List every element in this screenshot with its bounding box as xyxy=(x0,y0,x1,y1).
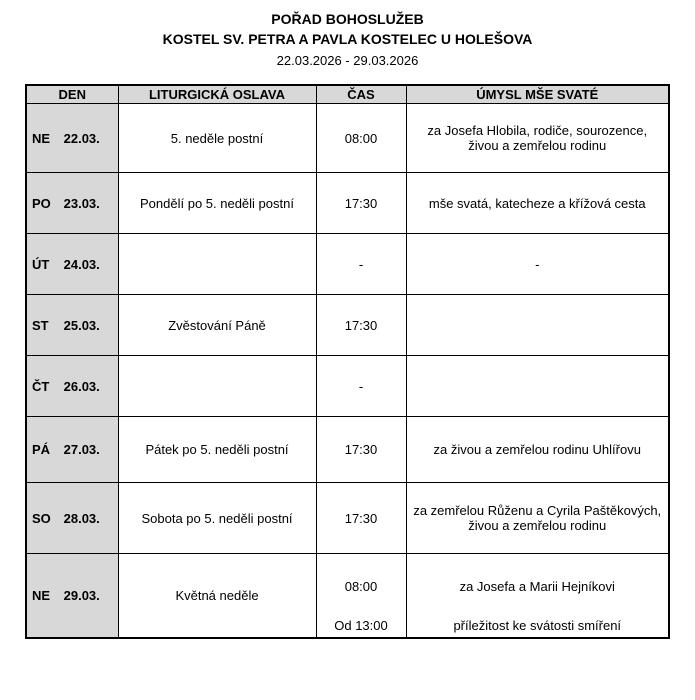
day-cell xyxy=(26,173,118,234)
celebration-cell: 5. neděle postní xyxy=(118,104,316,173)
day-date: 23.03. xyxy=(63,195,100,211)
time-cell: 17:30 xyxy=(316,483,406,554)
celebration-cell: Pondělí po 5. neděli postní xyxy=(118,173,316,234)
day-date: 24.03. xyxy=(63,256,100,272)
time-cell: 08:00 xyxy=(316,104,406,173)
intention-cell: za živou a zemřelou rodinu Uhlířovu xyxy=(406,417,669,483)
table-row xyxy=(26,104,669,173)
day-cell xyxy=(26,417,118,483)
church-name: KOSTEL SV. PETRA A PAVLA KOSTELEC U HOLEŠOVA xyxy=(162,31,533,47)
celebration-cell: Květná neděle xyxy=(118,554,316,639)
column-header-cas: ČAS xyxy=(316,85,406,104)
day-abbr: ČT xyxy=(32,378,50,394)
celebration-cell: Sobota po 5. neděli postní xyxy=(118,483,316,554)
day-date: 22.03. xyxy=(63,130,100,146)
day-date: 29.03. xyxy=(63,588,100,603)
table-row xyxy=(26,554,669,639)
intention-cell-stack xyxy=(407,554,669,637)
table-row xyxy=(26,295,669,356)
day-abbr: SO xyxy=(32,510,51,526)
table-row xyxy=(26,234,669,295)
table-row xyxy=(26,356,669,417)
intention-secondary: příležitost ke svátosti smíření xyxy=(453,618,622,633)
intention-cell: mše svatá, katecheze a křížová cesta xyxy=(406,173,669,234)
day-abbr: PO xyxy=(32,195,51,211)
column-header-den: DEN xyxy=(26,85,118,104)
page-title: POŘAD BOHOSLUŽEB xyxy=(271,11,424,27)
day-cell xyxy=(26,234,118,295)
intention-cell: za zemřelou Růženu a Cyrila Paštěkových, živou a zemřelou rodinu xyxy=(406,483,669,554)
time-primary: 08:00 xyxy=(344,578,378,594)
day-date: 28.03. xyxy=(63,510,100,526)
column-header-liturgicka-oslava: LITURGICKÁ OSLAVA xyxy=(118,85,316,104)
day-cell xyxy=(26,483,118,554)
time-cell xyxy=(316,554,406,639)
column-header-umysl-mse-svate: ÚMYSL MŠE SVATÉ xyxy=(406,85,669,104)
table-row xyxy=(26,173,669,234)
schedule-table xyxy=(25,84,670,639)
day-cell xyxy=(26,295,118,356)
time-cell: 17:30 xyxy=(316,417,406,483)
time-secondary: Od 13:00 xyxy=(334,618,388,633)
day-date: 25.03. xyxy=(63,317,100,333)
day-date: 27.03. xyxy=(63,442,100,457)
day-cell xyxy=(26,554,118,639)
day-abbr: ÚT xyxy=(32,256,50,272)
time-cell: 17:30 xyxy=(316,173,406,234)
time-cell: - xyxy=(316,234,406,295)
time-cell: 17:30 xyxy=(316,295,406,356)
time-cell: - xyxy=(316,356,406,417)
day-abbr: PÁ xyxy=(32,442,51,457)
document-header xyxy=(0,0,695,68)
day-date: 26.03. xyxy=(63,378,100,394)
intention-cell xyxy=(406,554,669,639)
intention-cell xyxy=(406,295,669,356)
day-abbr: ST xyxy=(32,317,49,333)
intention-primary: za Josefa a Marii Hejníkovi xyxy=(459,578,615,594)
day-abbr: NE xyxy=(32,588,51,603)
date-range: 22.03.2026 - 29.03.2026 xyxy=(276,53,419,68)
header-row xyxy=(26,85,669,104)
intention-cell xyxy=(406,356,669,417)
time-cell-stack xyxy=(317,554,406,637)
table-row xyxy=(26,483,669,554)
celebration-cell: Zvěstování Páně xyxy=(118,295,316,356)
celebration-cell: Pátek po 5. neděli postní xyxy=(118,417,316,483)
table-row xyxy=(26,417,669,483)
celebration-cell xyxy=(118,234,316,295)
day-cell xyxy=(26,356,118,417)
intention-cell: za Josefa Hlobila, rodiče, sourozence, živou a zemřelou rodinu xyxy=(406,104,669,173)
day-cell xyxy=(26,104,118,173)
intention-cell: - xyxy=(406,234,669,295)
celebration-cell xyxy=(118,356,316,417)
day-abbr: NE xyxy=(32,130,51,146)
